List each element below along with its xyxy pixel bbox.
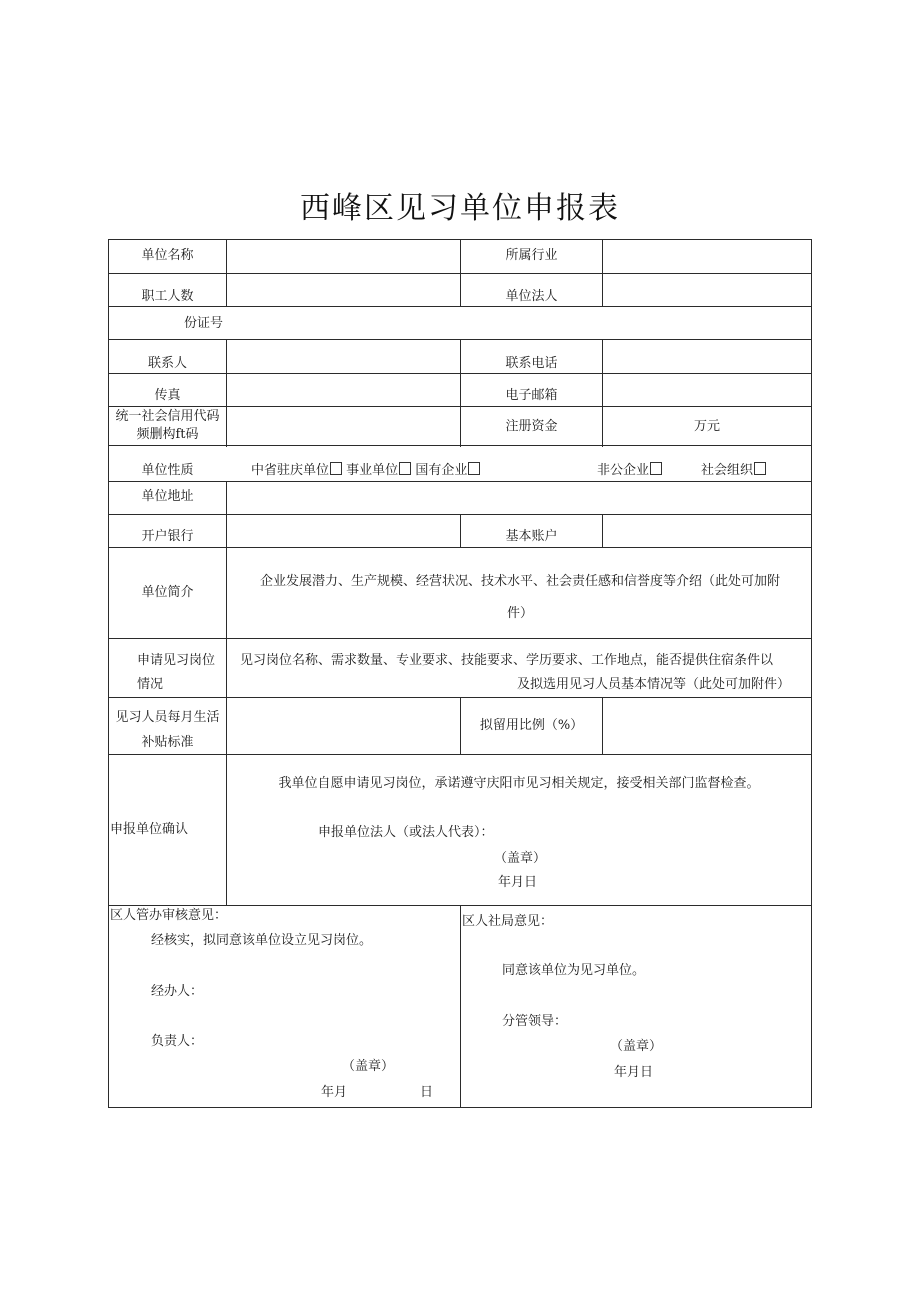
intro-text-line2: 件）	[506, 606, 533, 621]
col-divider	[602, 697, 603, 754]
review-left-opinion: 经核实，拟同意该单位设立见习岗位。	[151, 933, 373, 948]
intro-label: 单位简介	[141, 585, 194, 600]
unit-type-label: 单位性质	[141, 463, 194, 478]
confirm-pledge: 我单位自愿申请见习岗位，承诺遵守庆阳市见习相关规定，接受相关部门监督检查。	[278, 776, 760, 791]
legal-person-label: 单位法人	[505, 289, 558, 304]
confirm-label: 申报单位确认	[110, 822, 189, 837]
confirm-seal: （盖章）	[494, 851, 547, 866]
checkbox-social[interactable]	[754, 462, 766, 475]
account-label: 基本账户	[505, 529, 558, 544]
intro-instructions	[234, 566, 806, 630]
col-divider	[226, 239, 227, 306]
review-left-responsible: 负责人：	[151, 1034, 204, 1049]
col-divider	[602, 239, 603, 306]
fax-label: 传真	[154, 388, 181, 403]
page-title: 西峰区见习单位申报表	[300, 191, 620, 226]
capital-unit-label: 万元	[693, 419, 720, 434]
bank-label: 开户银行	[141, 529, 194, 544]
unit-type-option-social: 社会组织	[701, 463, 754, 478]
email-label: 电子邮箱	[505, 388, 558, 403]
row-divider	[108, 547, 812, 548]
post-text-line2: 及拟选用见习人员基本情况等（此处可加附件）	[517, 677, 791, 692]
review-left-handler: 经办人：	[151, 984, 204, 999]
review-right-leader: 分管领导：	[502, 1014, 568, 1029]
unit-name-label: 单位名称	[141, 248, 194, 263]
address-label: 单位地址	[141, 489, 194, 504]
review-right-heading: 区人社局意见：	[462, 914, 554, 929]
review-right-opinion: 同意该单位为见习单位。	[502, 963, 646, 978]
form-border-right	[811, 239, 812, 1108]
confirm-date: 年月日	[498, 875, 538, 890]
unit-type-options-group	[251, 462, 480, 480]
col-divider	[226, 481, 227, 905]
row-divider	[108, 481, 812, 482]
review-left-date-d: 日	[420, 1085, 434, 1100]
intro-text-line1: 企业发展潜力、生产规模、经营状况、技术水平、社会责任感和信誉度等介绍（此处可加附	[259, 574, 780, 589]
row-divider	[108, 638, 812, 639]
capital-label: 注册资金	[505, 419, 558, 434]
checkbox-central[interactable]	[330, 462, 342, 475]
form-border-bottom	[108, 1107, 812, 1108]
col-divider	[460, 905, 461, 1107]
unit-type-option-state: 国有企业	[415, 463, 468, 478]
subsidy-label-line1: 见习人员每月生活	[115, 710, 220, 725]
review-left-date-ym: 年月	[321, 1085, 348, 1100]
col-divider	[226, 339, 227, 447]
contact-label: 联系人	[147, 356, 187, 371]
checkbox-private[interactable]	[650, 462, 662, 475]
row-divider	[108, 754, 812, 755]
staff-count-label: 职工人数	[141, 289, 194, 304]
unit-type-option-private-group	[597, 462, 662, 480]
retention-label: 拟留用比例（%）	[479, 718, 584, 733]
review-right-seal: （盖章）	[610, 1039, 663, 1054]
post-label-line1: 申请见习岗位	[137, 653, 216, 668]
post-text-line1: 见习岗位名称、需求数量、专业要求、技能要求、学历要求、工作地点，能否提供住宿条件以	[240, 653, 774, 668]
id-number-label: 份证号	[184, 316, 224, 331]
unit-type-option-institution: 事业单位	[346, 463, 399, 478]
checkbox-state[interactable]	[468, 462, 480, 475]
row-divider	[108, 306, 812, 307]
industry-label: 所属行业	[505, 248, 558, 263]
review-left-seal: （盖章）	[342, 1059, 395, 1074]
col-divider	[602, 514, 603, 547]
checkbox-institution[interactable]	[399, 462, 411, 475]
phone-label: 联系电话	[505, 356, 558, 371]
unit-type-option-social-group	[701, 462, 766, 480]
post-label-line2: 情况	[137, 677, 164, 692]
review-right-date: 年月日	[614, 1065, 654, 1080]
credit-code-label: 统一社会信用代码	[115, 409, 220, 424]
unit-type-option-private: 非公企业	[597, 463, 650, 478]
subsidy-label-line2: 补贴标准	[141, 735, 194, 750]
confirm-signer: 申报单位法人（或法人代表）：	[318, 825, 494, 840]
unit-type-option-central: 中省驻庆单位	[251, 463, 330, 478]
review-left-heading: 区人管办审核意见：	[110, 908, 228, 923]
org-code-label: 频删构ft码	[136, 427, 199, 442]
